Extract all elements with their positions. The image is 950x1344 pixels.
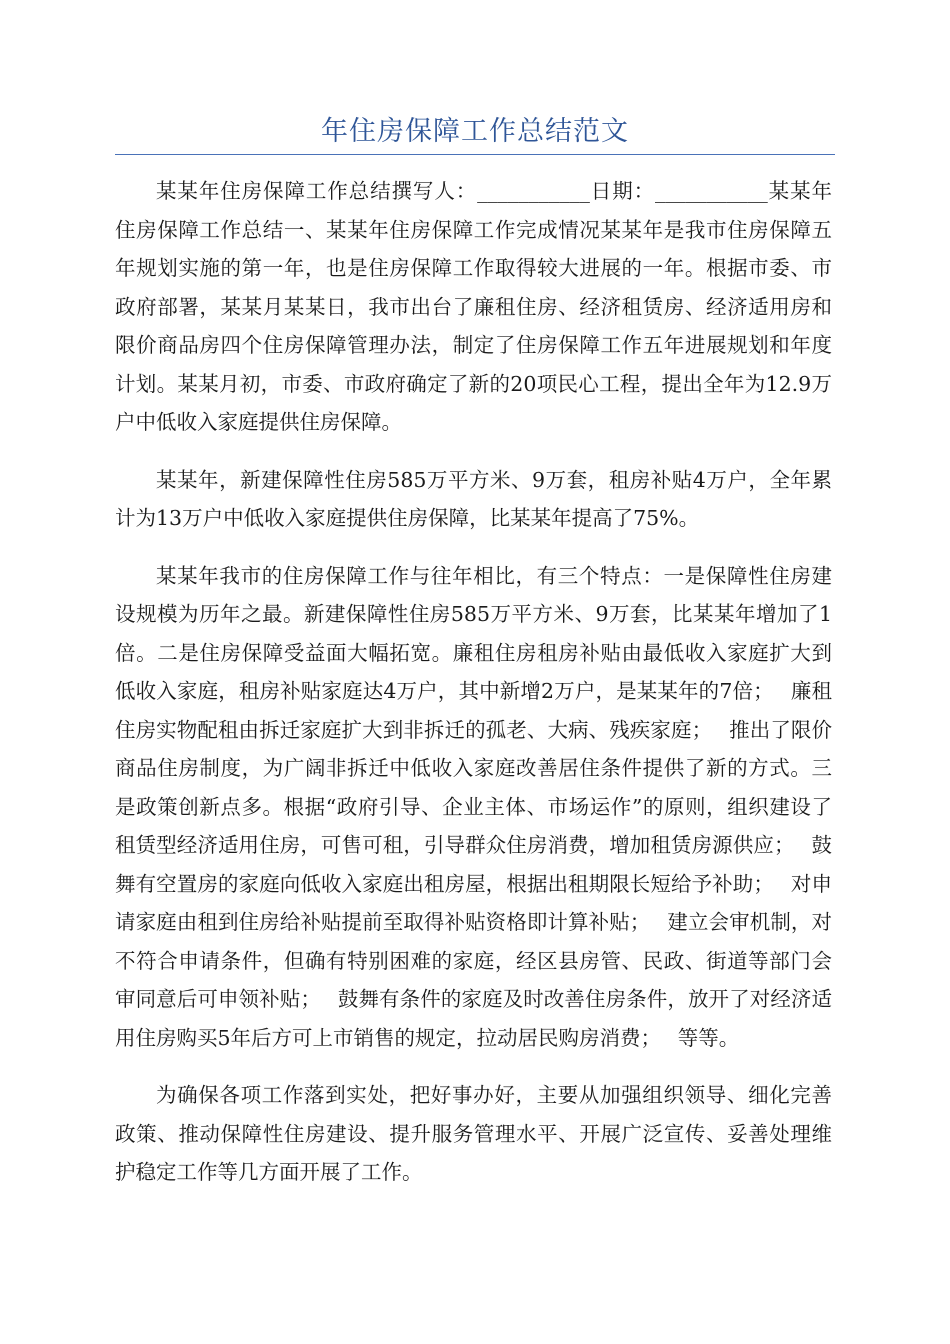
paragraph-2: 某某年，新建保障性住房585万平方米、9万套，租房补贴4万户，全年累计为13万户中低收入家庭提供住房保障，比某某年提高了75%。 [115, 467, 832, 530]
paragraph-1: 某某年住房保障工作总结撰写人：___________日期：___________某某年住房保障工作总结一、某某年住房保障工作完成情况某某年是我市住房保障五年规划实施的第一年，也是住房保障工作取得较大进展的一年。根据市委、市政府部署，某某月某某日，我市出台了廉租住房、经济租赁房、经济适用房和限价商品房四个住房保障管理办法，制定了住房保障工作五年进展规划和年度计划。某某月初，市委、市政府确定了新的20项民心工程，提出全年为12.9万户中低收入家庭提供住房保障。 [115, 179, 832, 434]
paragraph-3: 某某年我市的住房保障工作与往年相比，有三个特点：一是保障性住房建设规模为历年之最。新建保障性住房585万平方米、9万套，比某某年增加了1倍。二是住房保障受益面大幅拓宽。廉租住房租房补贴由最低收入家庭扩大到低收入家庭，租房补贴家庭达4万户，其中新增2万户，是某某年的7倍； 廉租住房实物配租由拆迁家庭扩大到非拆迁的孤老、大病、残疾家庭； 推出了限价商品住房制度，为广阔非拆迁中低收入家庭改善居住条件提供了新的方式。三是政策创新点多。根据“政府引导、企业主体、市场运作”的原则，组织建设了租赁型经济适用住房，可售可租，引导群众住房消费，增加租赁房源供应； 鼓舞有空置房的家庭向低收入家庭出租房屋，根据出租期限长短给予补助； 对申请家庭由租到住房给补贴提前至取得补贴资格即计算补贴； 建立会审机制，对不符合申请条件，但确有特别困难的家庭，经区县房管、民政、街道等部门会审同意后可申领补贴； 鼓舞有条件的家庭及时改善住房条件，放开了对经济适用住房购买5年后方可上市销售的规定，拉动居民购房消费； 等等。 [115, 563, 832, 1050]
document-title: 年住房保障工作总结范文 [321, 116, 629, 147]
title-underline [115, 154, 835, 155]
paragraph-4: 为确保各项工作落到实处，把好事办好，主要从加强组织领导、细化完善政策、推动保障性住房建设、提升服务管理水平、开展广泛宣传、妥善处理维护稳定工作等几方面开展了工作。 [115, 1083, 832, 1184]
document-body [115, 172, 832, 1211]
